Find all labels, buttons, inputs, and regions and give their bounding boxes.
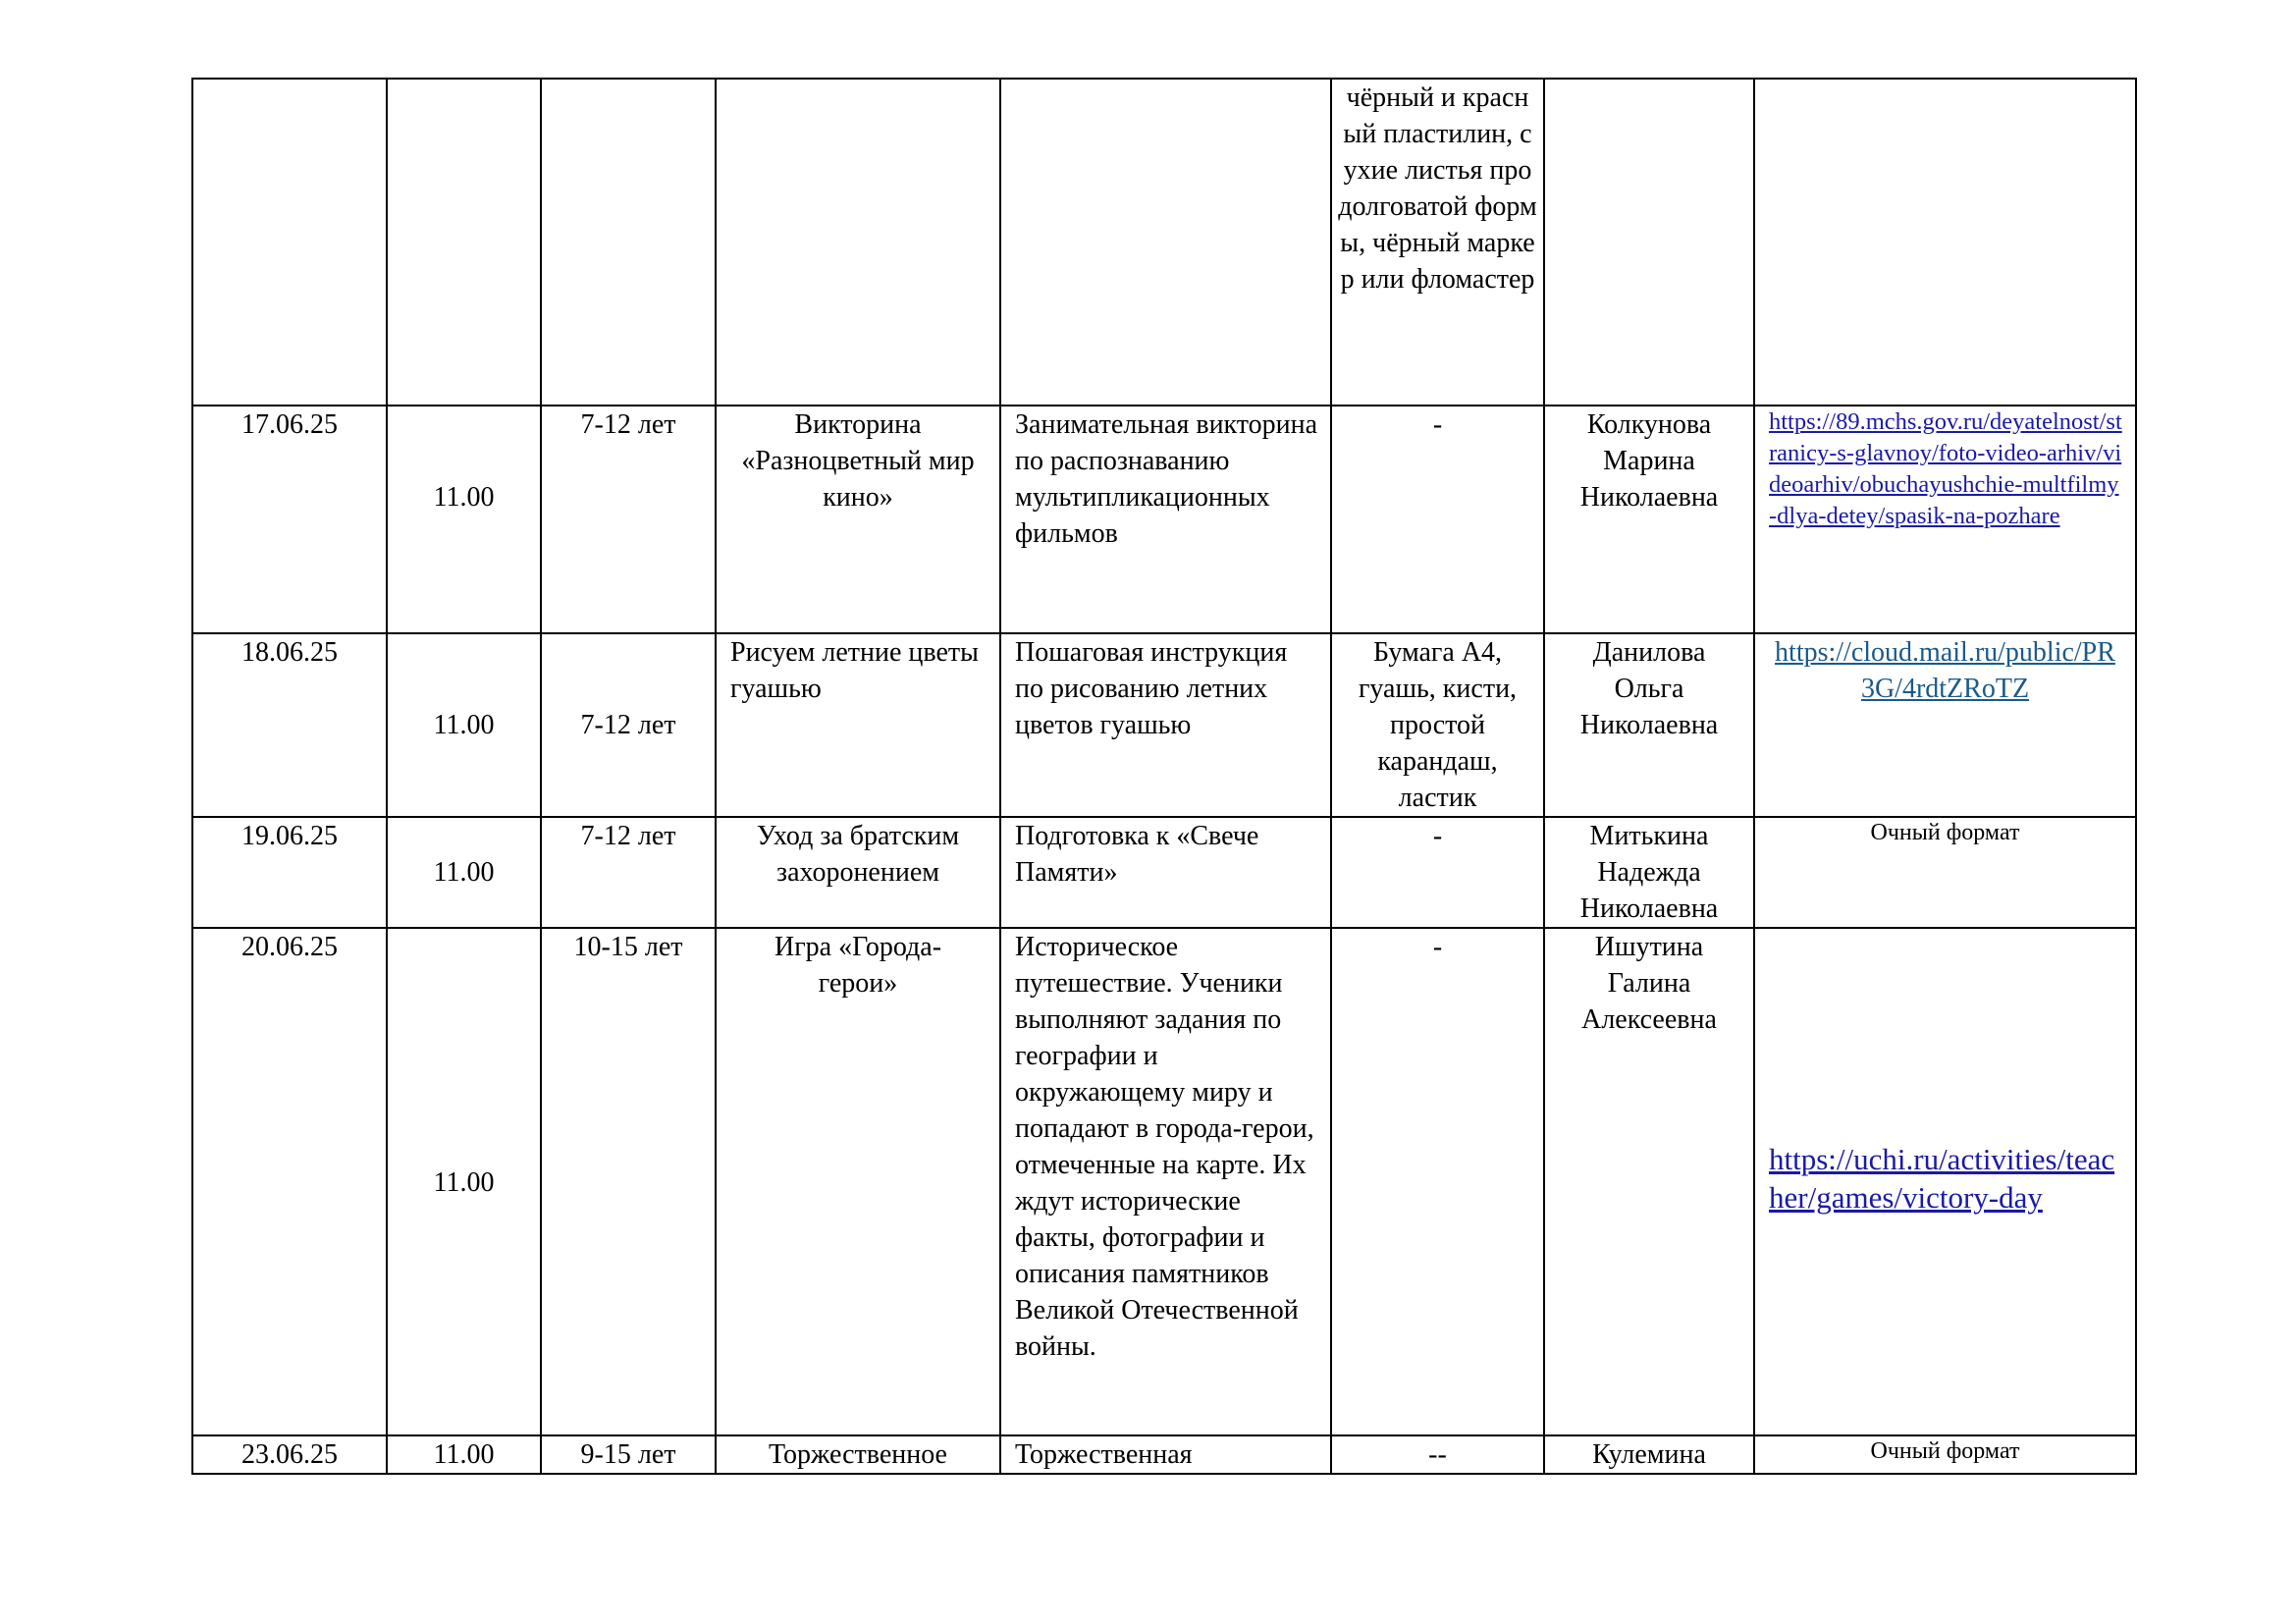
date-text: 23.06.25 xyxy=(241,1439,338,1470)
time-cell xyxy=(387,817,541,928)
resource-cell xyxy=(1754,1435,2136,1474)
resource-link[interactable]: https://89.mchs.gov.ru/deyatelnost/stranicy-s-glavnoy/foto-video-arhiv/videoarhiv/obuchayushchie-multfilmy-dlya-detey/spasik-na-pozhare xyxy=(1769,408,2122,529)
materials-cell xyxy=(1331,1435,1544,1474)
table-row xyxy=(192,633,2136,817)
resource-cell xyxy=(1754,406,2136,633)
responsible-cell xyxy=(1544,633,1754,817)
time-cell xyxy=(387,406,541,633)
schedule-table xyxy=(191,78,2137,1475)
responsible-cell xyxy=(1544,817,1754,928)
title-text: Уход за братским захоронением xyxy=(756,821,960,888)
time-cell xyxy=(387,1435,541,1474)
time-cell xyxy=(387,928,541,1435)
age-cell xyxy=(541,928,716,1435)
materials-text: - xyxy=(1432,932,1443,962)
title-text: Торжественное xyxy=(769,1439,947,1470)
description-cell xyxy=(1000,406,1331,633)
materials-text: -- xyxy=(1428,1439,1447,1470)
responsible-cell xyxy=(1544,928,1754,1435)
date-cell xyxy=(192,406,387,633)
age-cell xyxy=(541,633,716,817)
age-text: 10-15 лет xyxy=(573,932,683,962)
responsible-text: Кулемина xyxy=(1592,1439,1706,1470)
table-row xyxy=(192,79,2136,406)
materials-cell xyxy=(1331,928,1544,1435)
resource-link[interactable]: https://uchi.ru/activities/teacher/games/victory-day xyxy=(1769,1142,2115,1215)
age-text: 7-12 лет xyxy=(580,821,676,851)
title-text: Викторина «Разноцветный мир кино» xyxy=(741,409,975,513)
responsible-cell xyxy=(1544,406,1754,633)
materials-cell xyxy=(1331,406,1544,633)
materials-text: Бумага А4, гуашь, кисти, простой карандаш, ластик xyxy=(1358,637,1518,813)
date-text: 20.06.25 xyxy=(241,932,338,962)
description-text: Историческое путешествие. Ученики выполняют задания по географии и окружающему миру и попадают в города-герои, отмеченные на карте. Их ждут исторические факты, фотографии и описания памятников Великой Отечественной войны. xyxy=(1015,932,1314,1362)
description-text: Торжественная xyxy=(1015,1439,1193,1470)
resource-note: Очный формат xyxy=(1870,1438,2020,1464)
table-row xyxy=(192,928,2136,1435)
table-row xyxy=(192,817,2136,928)
age-cell xyxy=(541,406,716,633)
age-text: 9-15 лет xyxy=(580,1439,676,1470)
age-cell xyxy=(541,1435,716,1474)
materials-cell xyxy=(1331,817,1544,928)
materials-text: чёрный и красный пластилин, сухие листья продолговатой формы, чёрный маркер или фломастер xyxy=(1338,82,1537,295)
description-cell xyxy=(1000,1435,1331,1474)
age-text: 7-12 лет xyxy=(580,710,676,740)
resource-note: Очный формат xyxy=(1870,820,2020,845)
title-cell xyxy=(716,633,1000,817)
time-cell xyxy=(387,633,541,817)
materials-text: - xyxy=(1432,409,1443,440)
date-cell xyxy=(192,928,387,1435)
description-cell xyxy=(1000,817,1331,928)
description-cell xyxy=(1000,633,1331,817)
responsible-cell xyxy=(1544,1435,1754,1474)
date-text: 18.06.25 xyxy=(241,637,338,668)
resource-cell xyxy=(1754,817,2136,928)
time-text: 11.00 xyxy=(433,482,495,513)
time-text: 11.00 xyxy=(433,710,495,740)
time-cell xyxy=(387,79,541,406)
date-text: 17.06.25 xyxy=(241,409,338,440)
title-cell xyxy=(716,928,1000,1435)
title-text: Рисуем летние цветы гуашью xyxy=(730,637,979,704)
resource-link[interactable]: https://cloud.mail.ru/public/PR3G/4rdtZRoTZ xyxy=(1775,637,2115,704)
title-text: Игра «Города-герои» xyxy=(774,932,942,999)
description-text: Занимательная викторина по распознаванию мультипликационных фильмов xyxy=(1015,409,1318,549)
date-cell xyxy=(192,817,387,928)
responsible-text: Ишутина Галина Алексеевна xyxy=(1581,932,1717,1035)
time-text: 11.00 xyxy=(433,1167,495,1198)
resource-cell xyxy=(1754,79,2136,406)
date-cell xyxy=(192,79,387,406)
title-cell xyxy=(716,79,1000,406)
time-text: 11.00 xyxy=(433,1439,495,1470)
resource-cell xyxy=(1754,928,2136,1435)
table-row xyxy=(192,1435,2136,1474)
materials-cell xyxy=(1331,79,1544,406)
title-cell xyxy=(716,817,1000,928)
description-text: Подготовка к «Свече Памяти» xyxy=(1015,821,1259,888)
description-cell xyxy=(1000,928,1331,1435)
date-cell xyxy=(192,1435,387,1474)
materials-text: - xyxy=(1432,821,1443,851)
table-row xyxy=(192,406,2136,633)
title-cell xyxy=(716,1435,1000,1474)
materials-cell xyxy=(1331,633,1544,817)
date-text: 19.06.25 xyxy=(241,821,338,851)
description-text: Пошаговая инструкция по рисованию летних цветов гуашью xyxy=(1015,637,1288,740)
age-cell xyxy=(541,817,716,928)
responsible-text: Митькина Надежда Николаевна xyxy=(1579,821,1719,924)
date-cell xyxy=(192,633,387,817)
age-cell xyxy=(541,79,716,406)
responsible-cell xyxy=(1544,79,1754,406)
resource-cell xyxy=(1754,633,2136,817)
age-text: 7-12 лет xyxy=(580,409,676,440)
responsible-text: Данилова Ольга Николаевна xyxy=(1579,637,1719,740)
title-cell xyxy=(716,406,1000,633)
responsible-text: Колкунова Марина Николаевна xyxy=(1579,409,1719,513)
time-text: 11.00 xyxy=(433,857,495,888)
description-cell xyxy=(1000,79,1331,406)
